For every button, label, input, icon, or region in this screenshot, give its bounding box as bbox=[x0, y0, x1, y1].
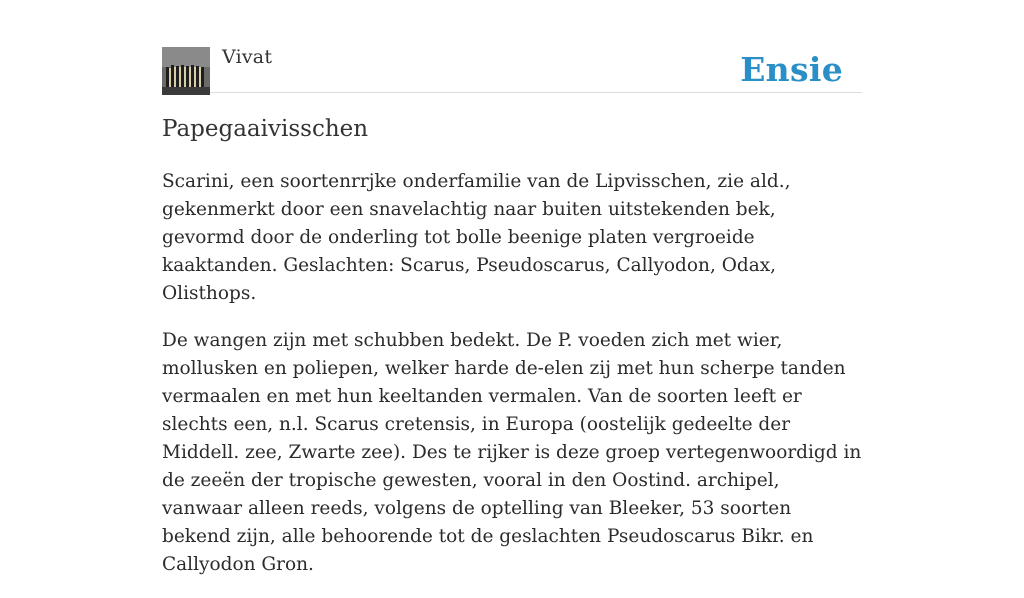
page-title: Papegaaivisschen bbox=[162, 116, 369, 142]
paragraph: De wangen zijn met schubben bedekt. De P. voeden zich met wier, mollusken en poliepen, welker harde de-elen zij met hun scherpe tanden vermaalen en met hun keeltanden vermalen. Van de soorten leeft er slechts een, n.l. Scarus cretensis, in Europa (oostelijk gedeelte der Middell. zee, Zwarte zee). Des te rijker is deze groep vertegenwoordigd in de zeeën der tropische gewesten, vooral in den Oostind. archipel, vanwaar alleen reeds, volgens de optelling van Bleeker, 53 soorten bekend zijn, alle behoorende tot de geslachten Pseudoscarus Bikr. en Callyodon Gron. bbox=[162, 330, 862, 575]
brand-logo[interactable]: Ensie bbox=[740, 50, 843, 89]
book-spines-icon bbox=[162, 47, 210, 95]
header bbox=[162, 0, 862, 93]
avatar[interactable] bbox=[162, 47, 210, 95]
site-name[interactable]: Vivat bbox=[222, 46, 273, 68]
page bbox=[162, 0, 862, 575]
paragraph: Scarini, een soortenrrjke onderfamilie van de Lipvisschen, zie ald., gekenmerkt door een snavelachtig naar buiten uitstekenden bek, gevormd door de onderling tot bolle beenige platen vergroeide kaaktanden. Geslachten: Scarus, Pseudoscarus, Callyodon, Odax, Olisthops. bbox=[162, 171, 791, 304]
article-body bbox=[162, 168, 862, 598]
